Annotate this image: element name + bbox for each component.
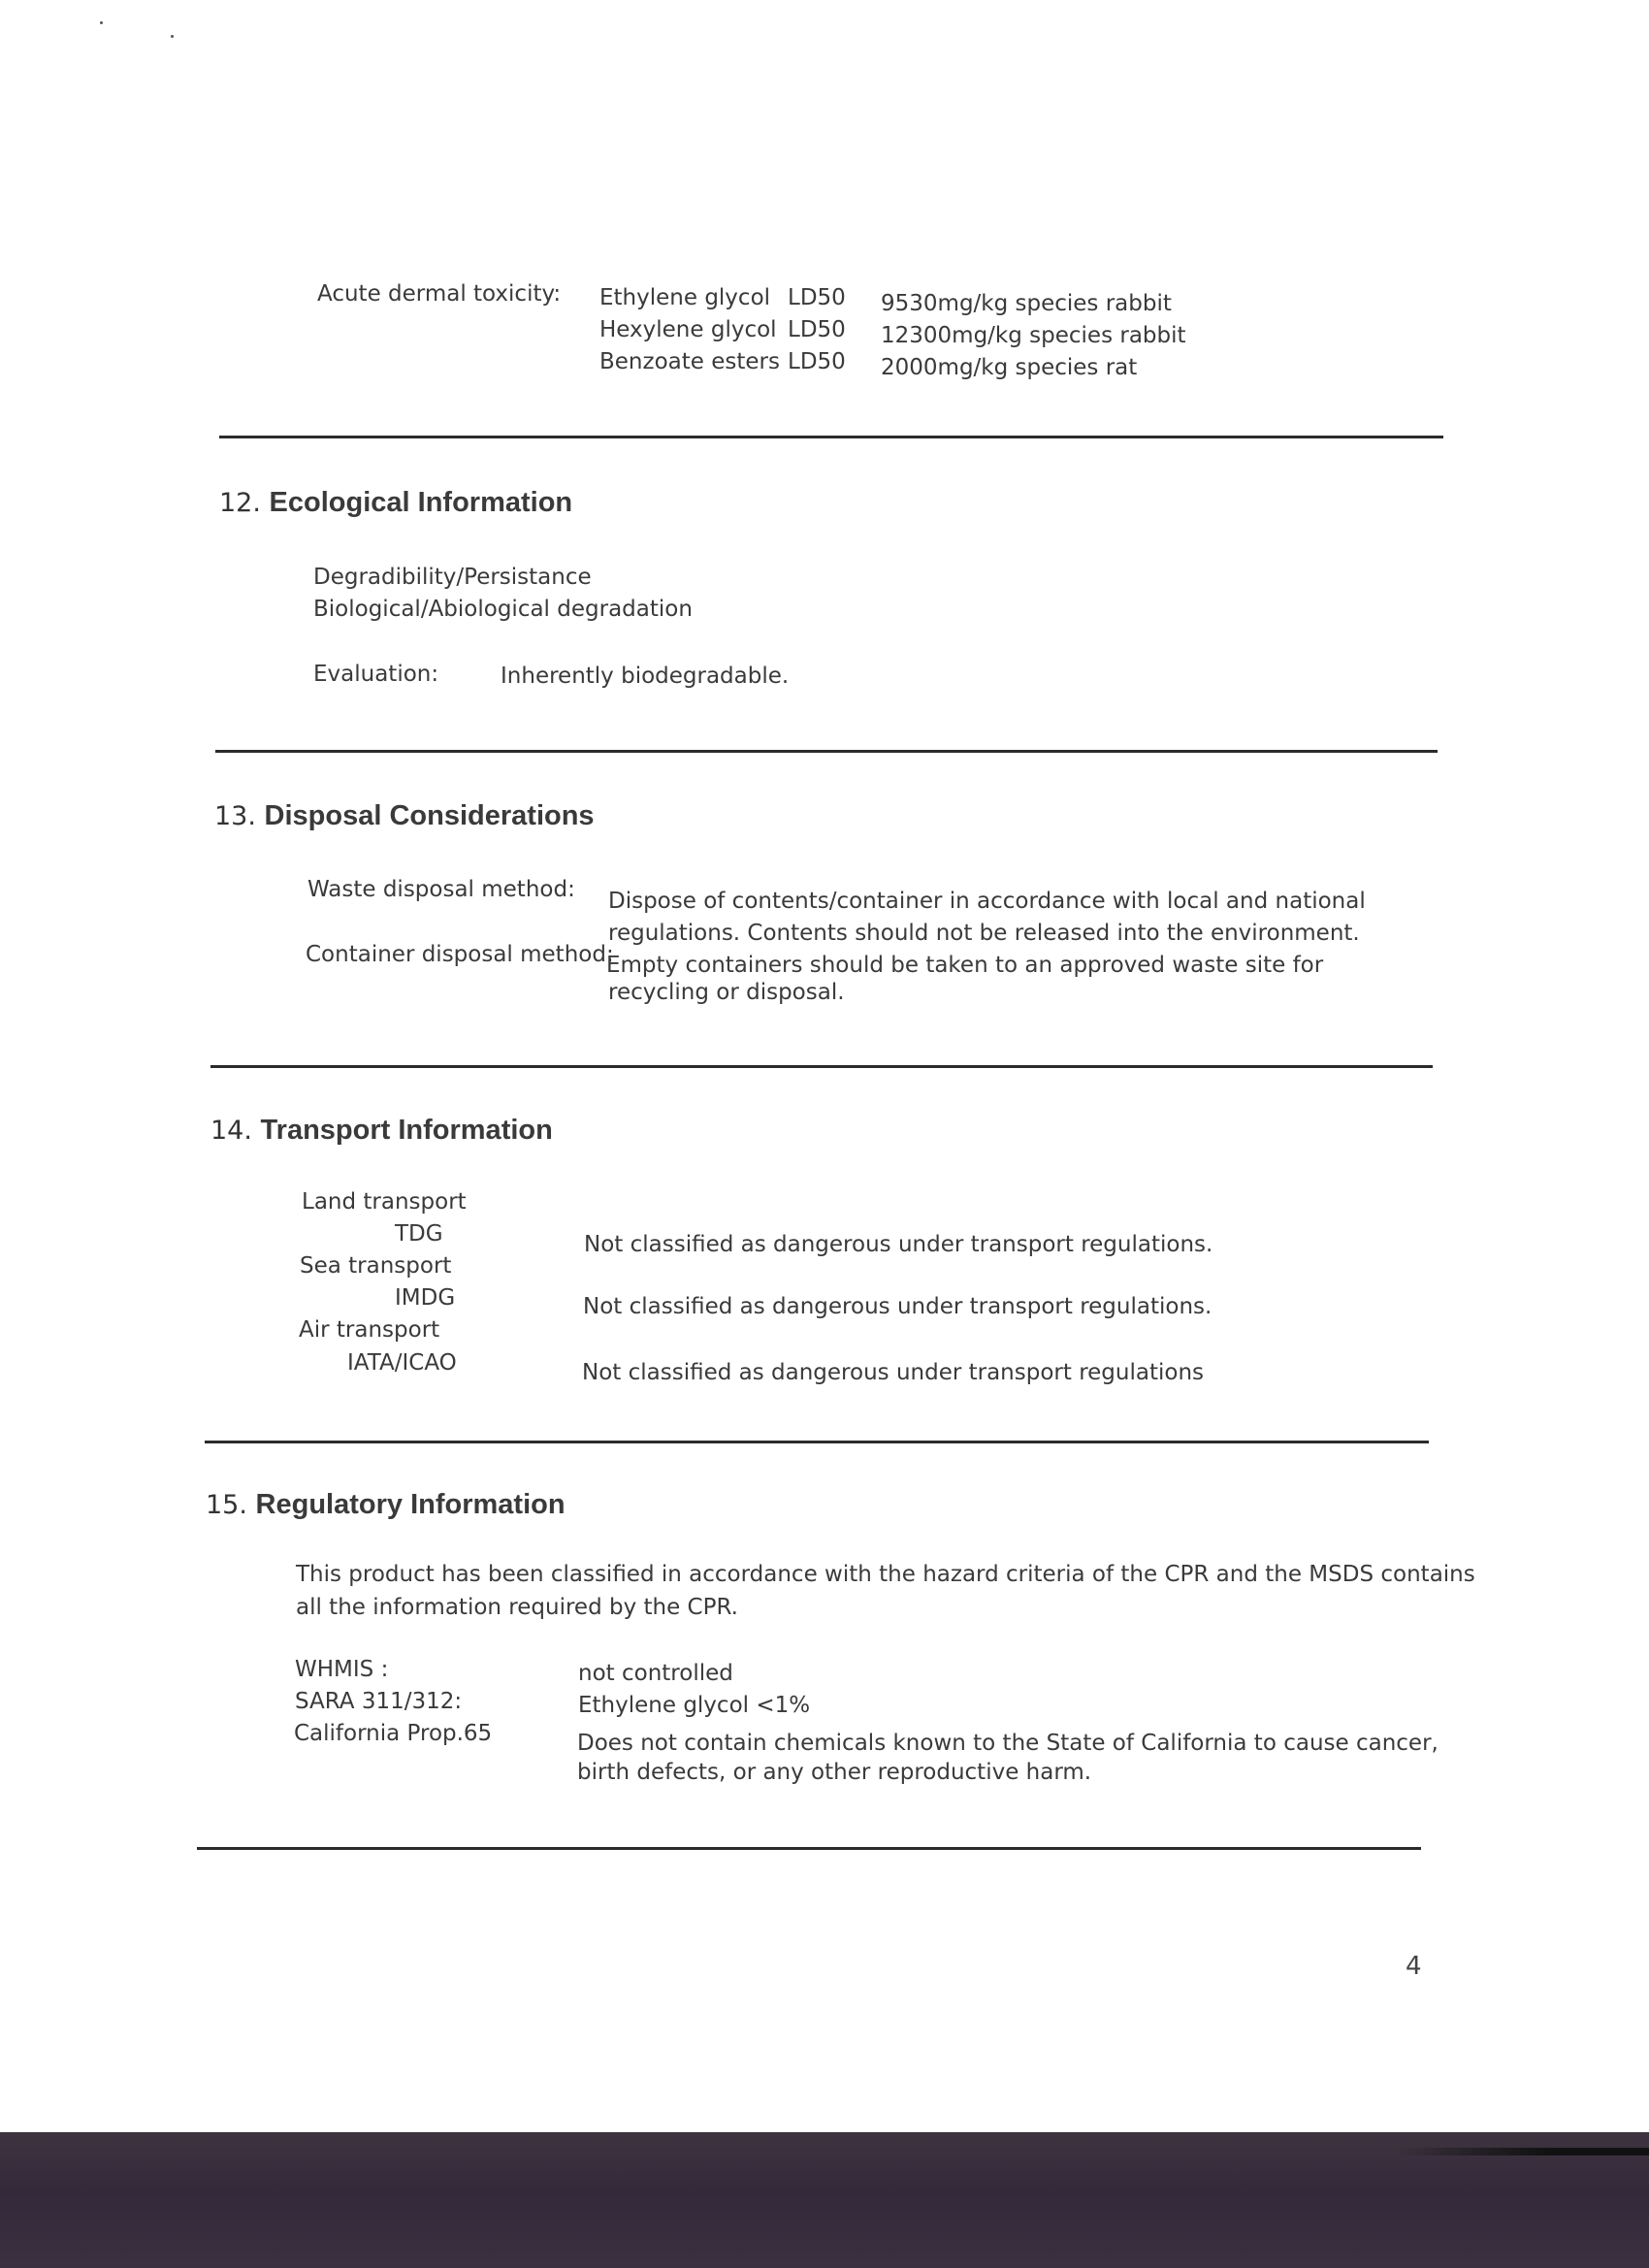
toxicity-substance: Hexylene glycol (599, 317, 777, 342)
transport-status: Not classified as dangerous under transport regulations. (583, 1294, 1212, 1319)
section-title: Disposal Considerations (264, 800, 595, 831)
transport-code: IATA/ICAO (347, 1350, 457, 1376)
section-title: Regulatory Information (255, 1489, 566, 1520)
regulatory-intro: all the information required by the CPR. (296, 1595, 738, 1620)
transport-mode: Air transport (299, 1317, 440, 1343)
section-divider (219, 436, 1443, 438)
scan-speck (171, 35, 174, 38)
regulation-label: California Prop.65 (294, 1721, 493, 1746)
section-number: 13. (214, 801, 256, 831)
regulation-value: Does not contain chemicals known to the State of California to cause cancer, (577, 1731, 1439, 1756)
transport-status: Not classified as dangerous under transport regulations. (584, 1232, 1213, 1257)
section-13-heading (214, 798, 595, 834)
toxicity-test: LD50 (788, 317, 846, 342)
section-15-heading (206, 1487, 566, 1523)
evaluation-label: Evaluation: (313, 662, 439, 687)
container-disposal-label: Container disposal method: (306, 942, 614, 967)
transport-mode: Land transport (302, 1189, 467, 1215)
section-number: 12. (219, 488, 261, 518)
section-divider (210, 1065, 1433, 1068)
section-divider (215, 750, 1438, 753)
transport-mode: Sea transport (300, 1253, 452, 1279)
section-14-heading (210, 1113, 553, 1149)
regulatory-intro: This product has been classified in accordance with the hazard criteria of the CPR and the MSDS contains (296, 1562, 1475, 1587)
toxicity-value: 2000mg/kg species rat (881, 355, 1138, 380)
waste-disposal-text: Dispose of contents/container in accordance with local and national (608, 889, 1366, 914)
transport-code: IMDG (395, 1285, 456, 1311)
scanner-edge (1397, 2148, 1649, 2155)
regulation-value: birth defects, or any other reproductive harm. (577, 1760, 1092, 1785)
regulation-value: not controlled (578, 1661, 733, 1686)
regulation-label: WHMIS : (295, 1657, 389, 1682)
transport-code: TDG (395, 1221, 443, 1247)
section-divider (205, 1441, 1429, 1443)
degradability-line: Degradibility/Persistance (313, 565, 592, 590)
toxicity-substance: Ethylene glycol (599, 285, 771, 310)
toxicity-value: 9530mg/kg species rabbit (881, 291, 1172, 316)
waste-disposal-text: regulations. Contents should not be released into the environment. (608, 921, 1360, 946)
evaluation-value: Inherently biodegradable. (501, 664, 790, 689)
container-disposal-text: Empty containers should be taken to an approved waste site for (606, 953, 1324, 978)
section-number: 15. (206, 1490, 247, 1520)
container-disposal-text: recycling or disposal. (608, 980, 845, 1005)
section-title: Ecological Information (269, 487, 573, 518)
waste-disposal-label: Waste disposal method: (307, 877, 575, 902)
section-divider (197, 1847, 1421, 1850)
toxicity-test: LD50 (788, 285, 846, 310)
toxicity-substance: Benzoate esters (599, 349, 780, 374)
section-title: Transport Information (260, 1115, 553, 1146)
section-12-heading (219, 485, 572, 521)
regulation-value: Ethylene glycol <1% (578, 1693, 811, 1718)
page-number: 4 (1406, 1952, 1422, 1981)
scan-speck (100, 21, 103, 24)
toxicity-value: 12300mg/kg species rabbit (881, 323, 1186, 348)
section-number: 14. (210, 1116, 252, 1146)
degradation-line: Biological/Abiological degradation (313, 597, 693, 622)
regulation-label: SARA 311/312: (295, 1689, 463, 1714)
transport-status: Not classified as dangerous under transport regulations (582, 1360, 1205, 1385)
toxicity-test: LD50 (788, 349, 846, 374)
toxicity-label: Acute dermal toxicity: (317, 281, 562, 307)
